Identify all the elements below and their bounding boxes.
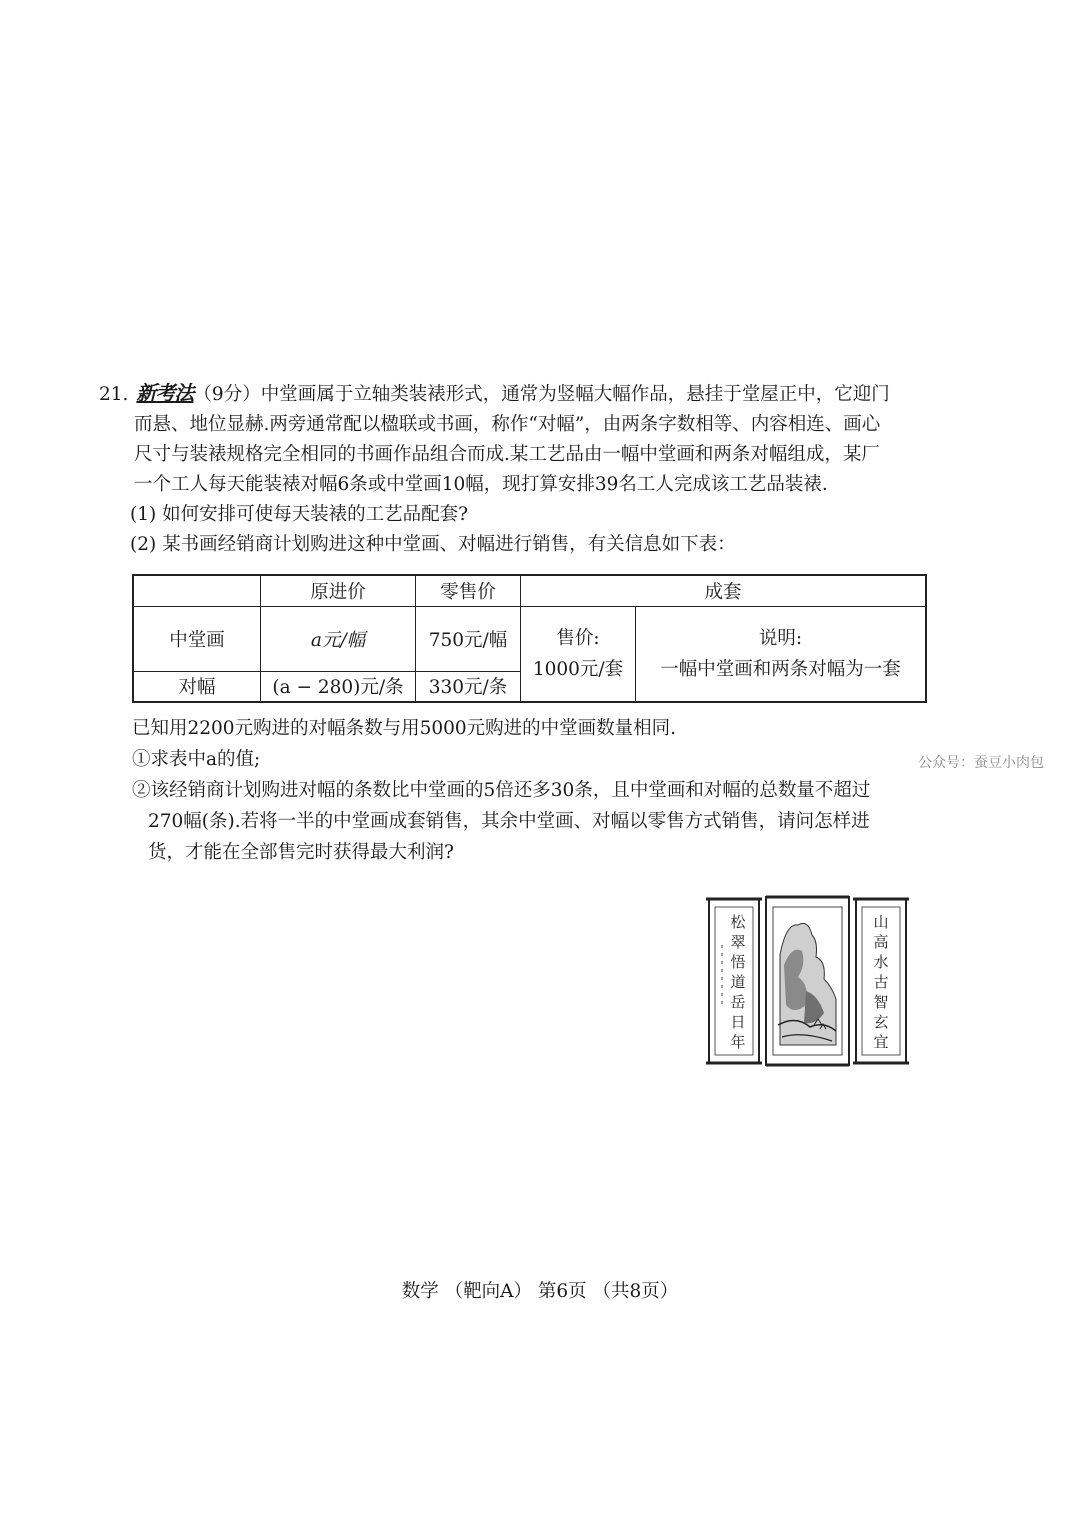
question-number: 21. (99, 384, 129, 405)
part-1: (1) 如何安排可使每天装裱的工艺品配套? (130, 504, 469, 525)
row1-cost: a元/幅 (261, 606, 416, 671)
couplet-character: 玄 (873, 1013, 889, 1031)
row2-name: 对幅 (133, 671, 261, 702)
couplet-character: 高 (873, 933, 889, 951)
question-text-line-4: 一个工人每天能装裱对幅6条或中堂画10幅，现打算安排39名工人完成该工艺品装裱. (134, 474, 828, 495)
scroll-illustration (706, 895, 916, 1071)
sub-question-2-line-2: 270幅(条).若将一半的中堂画成套销售，其余中堂画、对幅以零售方式销售，请问怎样进 (148, 811, 870, 832)
set-price-value: 1000元/套 (532, 658, 624, 680)
couplet-character: 水 (873, 953, 889, 971)
svg-text:松翠悟道岳日年 (730, 913, 746, 1051)
sub-question-1: ①求表中a的值; (132, 749, 261, 770)
couplet-character: 悟 (730, 953, 746, 971)
header-cost: 原进价 (261, 575, 416, 606)
question-21 (100, 378, 940, 560)
question-text-line-2: 而悬、地位显赫.两旁通常配以楹联或书画，称作“对幅”，由两条字数相等、内容相连、画心 (134, 414, 881, 435)
header-blank (133, 575, 261, 606)
set-price-label: 售价: (556, 627, 600, 649)
couplet-character: 松 (730, 913, 746, 931)
couplet-character: 岳 (730, 993, 746, 1011)
svg-text:山高水古智玄宜 (873, 913, 888, 1051)
question-text-line-3: 尺寸与装裱规格完全相同的书画作品组合而成.某工艺品由一幅中堂画和两条对幅组成，某厂 (134, 444, 880, 465)
left-couplet-scroll (706, 899, 762, 1063)
couplet-character: 道 (730, 973, 746, 991)
row2-retail: 330元/条 (416, 671, 521, 702)
header-set: 成套 (521, 575, 927, 606)
couplet-character: 日 (730, 1013, 746, 1031)
set-note-value: 一幅中堂画和两条对幅为一套 (660, 658, 901, 680)
couplet-character: 智 (873, 993, 889, 1011)
couplet-character: 翠 (730, 933, 746, 951)
row1-name: 中堂画 (133, 606, 261, 671)
question-first-line (100, 378, 940, 410)
table-header-row (133, 575, 926, 606)
page-footer: 数学 （靶向A） 第6页 （共8页） (401, 1281, 679, 1302)
watermark: 公众号：蚕豆小肉包 (918, 755, 1044, 771)
known-condition: 已知用2200元购进的对幅条数与用5000元购进的中堂画数量相同. (132, 718, 677, 739)
right-couplet-scroll (853, 899, 909, 1063)
row2-cost: (a − 280)元/条 (261, 671, 416, 702)
new-method-badge: 新考法 (136, 381, 194, 405)
scroll-set-illustration (706, 895, 916, 1067)
sub-question-2-line-3: 货，才能在全部售完时获得最大利润? (148, 842, 454, 863)
part-2: (2) 某书画经销商计划购进这种中堂画、对幅进行销售，有关信息如下表： (130, 534, 736, 555)
set-note-cell (636, 606, 927, 702)
set-note-label: 说明: (758, 627, 803, 649)
couplet-character: 山 (873, 913, 889, 931)
row1-retail: 750元/幅 (416, 606, 521, 671)
table-row (133, 606, 926, 671)
couplet-character: 宜 (873, 1033, 889, 1051)
question-text-line-1: （9分）中堂画属于立轴类装裱形式，通常为竖幅大幅作品，悬挂于堂屋正中，它迎门 (193, 384, 890, 405)
couplet-character: 古 (873, 973, 889, 991)
header-retail: 零售价 (416, 575, 521, 606)
couplet-character: 年 (730, 1033, 746, 1051)
set-price-cell (521, 606, 636, 702)
price-table (132, 574, 927, 703)
center-hanging-painting (766, 897, 849, 1065)
follow-up-questions (132, 713, 952, 868)
sub-question-2-line-1: ②该经销商计划购进对幅的条数比中堂画的5倍还多30条，且中堂画和对幅的总数量不超过 (132, 780, 871, 801)
